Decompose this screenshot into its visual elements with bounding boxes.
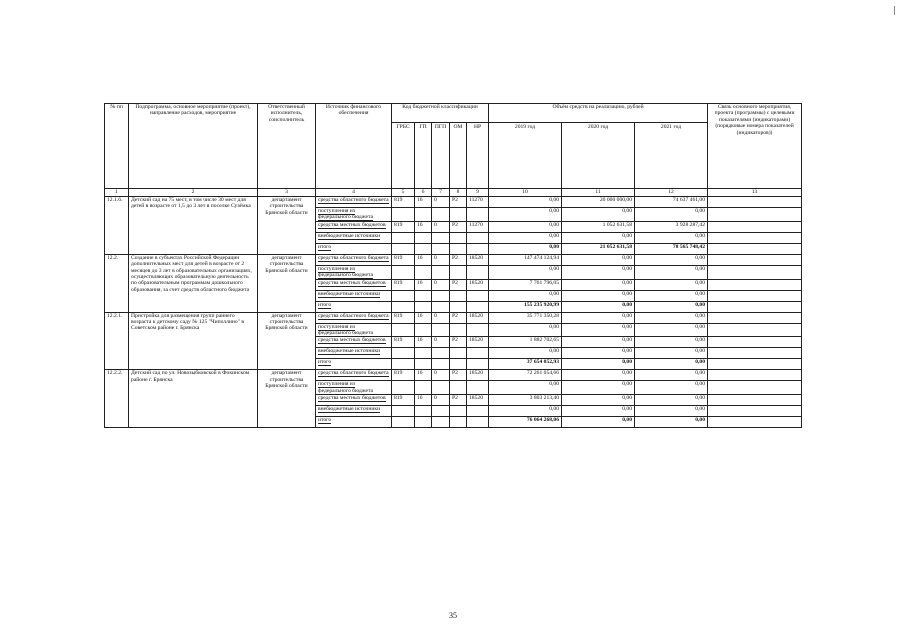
funding-source-label: итого	[318, 243, 332, 250]
code-om: Р2	[450, 197, 467, 208]
code-grbs: 819	[392, 197, 415, 208]
funding-source	[316, 337, 392, 348]
funding-source	[316, 417, 392, 428]
code-pgp	[432, 348, 450, 359]
code-om	[450, 381, 467, 395]
amount-y2019: 76 064 268,06	[489, 417, 562, 428]
header-pgp: ПГП	[432, 123, 450, 189]
code-om: Р2	[450, 312, 467, 323]
code-grbs: 819	[392, 395, 415, 406]
header-activity: Подпрограмма, основное мероприятие (проект), направление расходов, мероприятие	[129, 104, 258, 189]
amount-y2019: 35 771 350,28	[489, 312, 562, 323]
column-number: 6	[415, 189, 432, 197]
amount-y2021: 0,00	[635, 359, 708, 370]
code-np	[467, 301, 489, 312]
funding-source-label: средства местных бюджетов	[318, 221, 386, 228]
header-np: НР	[467, 123, 489, 189]
code-grbs	[392, 208, 415, 222]
code-pgp: 0	[432, 197, 450, 208]
funding-source	[316, 301, 392, 312]
code-pgp	[432, 406, 450, 417]
amount-y2020: 0,00	[562, 323, 635, 337]
indicator-link	[708, 243, 802, 254]
amount-y2021: 0,00	[635, 279, 708, 290]
funding-source-label: средства областного бюджета	[318, 254, 389, 261]
code-pgp	[432, 381, 450, 395]
amount-y2020: 0,00	[562, 265, 635, 279]
code-gp: 16	[415, 254, 432, 265]
header-om: ОМ	[450, 123, 467, 189]
funding-source	[316, 312, 392, 323]
amount-y2019: 0,00	[489, 221, 562, 232]
amount-y2020: 0,00	[562, 279, 635, 290]
amount-y2021: 3 928 287,42	[635, 221, 708, 232]
header-source: Источник финансового обеспечения	[316, 104, 392, 189]
code-om	[450, 208, 467, 222]
column-number: 4	[316, 189, 392, 197]
code-om	[450, 406, 467, 417]
amount-y2021: 0,00	[635, 265, 708, 279]
funding-source-label: итого	[318, 417, 332, 424]
table-row	[105, 312, 802, 323]
code-grbs: 819	[392, 279, 415, 290]
amount-y2020: 0,00	[562, 254, 635, 265]
code-pgp: 0	[432, 370, 450, 381]
amount-y2019: 0,00	[489, 348, 562, 359]
code-pgp	[432, 243, 450, 254]
code-grbs: 819	[392, 221, 415, 232]
column-number: 13	[708, 189, 802, 197]
indicator-link	[708, 312, 802, 323]
code-pgp	[432, 301, 450, 312]
code-grbs	[392, 359, 415, 370]
code-gp: 16	[415, 279, 432, 290]
code-om: Р2	[450, 395, 467, 406]
code-gp	[415, 290, 432, 301]
code-grbs	[392, 348, 415, 359]
code-grbs	[392, 265, 415, 279]
column-number: 2	[129, 189, 258, 197]
header-gp: ГП	[415, 123, 432, 189]
funding-source-label: внебюджетные источники	[318, 348, 381, 355]
column-number: 12	[635, 189, 708, 197]
column-number: 10	[489, 189, 562, 197]
funding-source-label: поступления из федерального бюджета	[318, 381, 374, 394]
code-np	[467, 417, 489, 428]
code-pgp	[432, 232, 450, 243]
funding-source-label: средства областного бюджета	[318, 370, 389, 377]
funding-source	[316, 254, 392, 265]
code-gp	[415, 301, 432, 312]
indicator-link	[708, 221, 802, 232]
amount-y2019: 147 474 124,94	[489, 254, 562, 265]
header-no: № пп	[105, 104, 129, 189]
amount-y2020: 0,00	[562, 381, 635, 395]
amount-y2021: 74 637 461,00	[635, 197, 708, 208]
code-om	[450, 323, 467, 337]
code-om	[450, 243, 467, 254]
code-pgp: 0	[432, 279, 450, 290]
indicator-link	[708, 290, 802, 301]
activity-name: Детский сад по ул. Новозыбковской в Фокинском районе г. Брянска	[129, 370, 258, 428]
funding-source	[316, 381, 392, 395]
code-om	[450, 265, 467, 279]
column-number-row	[105, 189, 802, 197]
funding-source	[316, 265, 392, 279]
activity-name: Создание в субъектах Российской Федерации дополнительных мест для детей в возрасте от 2 месяцев до 3 лет в образовательных организациях, осуществляющих образовательную деятельность по образовательным программам дошкольного образования, за счет средств областного бюджета	[129, 254, 258, 312]
code-pgp: 0	[432, 395, 450, 406]
code-om: Р2	[450, 254, 467, 265]
amount-y2021: 0,00	[635, 323, 708, 337]
code-np: 18520	[467, 254, 489, 265]
code-gp	[415, 417, 432, 428]
column-number: 3	[258, 189, 316, 197]
code-np	[467, 406, 489, 417]
amount-y2020: 0,00	[562, 337, 635, 348]
code-gp: 16	[415, 197, 432, 208]
code-np: 18520	[467, 279, 489, 290]
amount-y2021: 78 565 748,42	[635, 243, 708, 254]
executor: департамент строительства Брянской области	[258, 312, 316, 370]
funding-source	[316, 359, 392, 370]
code-pgp	[432, 359, 450, 370]
amount-y2019: 0,00	[489, 232, 562, 243]
funding-source	[316, 197, 392, 208]
indicator-link	[708, 265, 802, 279]
row-number: 12.2.	[105, 254, 129, 312]
code-om	[450, 290, 467, 301]
funding-source-label: средства областного бюджета	[318, 197, 389, 203]
amount-y2021: 0,00	[635, 406, 708, 417]
code-gp	[415, 406, 432, 417]
funding-source-label: средства местных бюджетов	[318, 395, 386, 402]
funding-source-label: поступления из федерального бюджета	[318, 208, 374, 221]
amount-y2020: 20 000 000,00	[562, 197, 635, 208]
amount-y2019: 0,00	[489, 381, 562, 395]
amount-y2021: 0,00	[635, 417, 708, 428]
funding-source	[316, 243, 392, 254]
indicator-link	[708, 395, 802, 406]
code-om: Р2	[450, 337, 467, 348]
code-grbs: 819	[392, 312, 415, 323]
code-om: Р2	[450, 370, 467, 381]
code-pgp: 0	[432, 221, 450, 232]
table-row	[105, 254, 802, 265]
amount-y2019: 0,00	[489, 265, 562, 279]
amount-y2021: 0,00	[635, 312, 708, 323]
funding-source	[316, 370, 392, 381]
header-grbs: ГРБС	[392, 123, 415, 189]
amount-y2021: 0,00	[635, 370, 708, 381]
indicator-link	[708, 381, 802, 395]
amount-y2019: 72 261 054,66	[489, 370, 562, 381]
amount-y2019: 155 235 920,99	[489, 301, 562, 312]
amount-y2020: 0,00	[562, 312, 635, 323]
code-gp: 16	[415, 221, 432, 232]
code-gp	[415, 348, 432, 359]
amount-y2021: 0,00	[635, 381, 708, 395]
funding-source	[316, 279, 392, 290]
code-np: 18520	[467, 395, 489, 406]
amount-y2021: 0,00	[635, 290, 708, 301]
page-number: 35	[449, 611, 457, 620]
indicator-link	[708, 406, 802, 417]
executor: департамент строительства Брянской области	[258, 254, 316, 312]
funding-source	[316, 290, 392, 301]
funding-source	[316, 221, 392, 232]
amount-y2019: 0,00	[489, 290, 562, 301]
code-np	[467, 359, 489, 370]
header-volume: Объём средств на реализацию, рублей	[489, 104, 708, 123]
amount-y2020: 0,00	[562, 395, 635, 406]
code-grbs	[392, 301, 415, 312]
code-grbs	[392, 290, 415, 301]
funding-source	[316, 323, 392, 337]
table-row	[105, 197, 802, 208]
column-number: 1	[105, 189, 129, 197]
amount-y2020: 0,00	[562, 232, 635, 243]
indicator-link	[708, 301, 802, 312]
amount-y2019: 0,00	[489, 243, 562, 254]
code-gp	[415, 208, 432, 222]
column-number: 7	[432, 189, 450, 197]
funding-source-label: внебюджетные источники	[318, 290, 381, 297]
column-number: 8	[450, 189, 467, 197]
code-grbs	[392, 406, 415, 417]
indicator-link	[708, 279, 802, 290]
code-grbs: 819	[392, 370, 415, 381]
scan-edge-mark	[894, 6, 895, 15]
funding-source	[316, 208, 392, 222]
code-pgp	[432, 265, 450, 279]
indicator-link	[708, 208, 802, 222]
code-np	[467, 243, 489, 254]
code-om	[450, 417, 467, 428]
code-np	[467, 232, 489, 243]
code-gp: 16	[415, 312, 432, 323]
code-grbs	[392, 323, 415, 337]
code-gp: 16	[415, 337, 432, 348]
header-year-2020: 2020 год	[562, 123, 635, 189]
code-om	[450, 359, 467, 370]
row-number: 12.2.2.	[105, 370, 129, 428]
code-om	[450, 301, 467, 312]
amount-y2019: 37 654 052,93	[489, 359, 562, 370]
header-year-2019: 2019 год	[489, 123, 562, 189]
code-pgp: 0	[432, 337, 450, 348]
funding-source	[316, 395, 392, 406]
amount-y2020: 21 052 631,58	[562, 243, 635, 254]
funding-source-label: итого	[318, 301, 332, 308]
code-grbs	[392, 417, 415, 428]
amount-y2021: 0,00	[635, 395, 708, 406]
executor: департамент строительства Брянской области	[258, 197, 316, 255]
code-np	[467, 290, 489, 301]
amount-y2019: 0,00	[489, 208, 562, 222]
code-gp	[415, 359, 432, 370]
amount-y2020: 0,00	[562, 348, 635, 359]
code-gp	[415, 381, 432, 395]
header-link: Связь основного мероприятия, проекта (программы) с целевыми показателями (индикаторами) (порядковые номера показателей (индикаторов))	[708, 104, 802, 189]
amount-y2020: 0,00	[562, 301, 635, 312]
column-number: 9	[467, 189, 489, 197]
indicator-link	[708, 337, 802, 348]
amount-y2021: 0,00	[635, 208, 708, 222]
funding-source	[316, 232, 392, 243]
indicator-link	[708, 359, 802, 370]
code-pgp	[432, 417, 450, 428]
row-number: 12.2.1.	[105, 312, 129, 370]
amount-y2020: 0,00	[562, 290, 635, 301]
amount-y2021: 0,00	[635, 337, 708, 348]
amount-y2020: 0,00	[562, 208, 635, 222]
indicator-link	[708, 232, 802, 243]
activity-name: Детский сад на 75 мест, в том числе 30 мест для детей в возрасте от 1,5 до 3 лет в поселке Сузёмка	[129, 197, 258, 255]
amount-y2020: 0,00	[562, 359, 635, 370]
amount-y2019: 1 882 702,65	[489, 337, 562, 348]
amount-y2021: 0,00	[635, 348, 708, 359]
executor: департамент строительства Брянской области	[258, 370, 316, 428]
code-gp: 16	[415, 395, 432, 406]
amount-y2019: 7 761 796,05	[489, 279, 562, 290]
activity-name: Пристройка для размещения групп раннего возраста к детскому саду № 125 "Чиполлино" в Советском районе г. Брянска	[129, 312, 258, 370]
amount-y2021: 0,00	[635, 301, 708, 312]
column-number: 5	[392, 189, 415, 197]
budget-table	[104, 103, 802, 428]
funding-source-label: средства областного бюджета	[318, 312, 389, 319]
amount-y2021: 0,00	[635, 232, 708, 243]
code-gp	[415, 243, 432, 254]
code-np	[467, 265, 489, 279]
indicator-link	[708, 197, 802, 208]
indicator-link	[708, 370, 802, 381]
amount-y2019: 0,00	[489, 197, 562, 208]
funding-source-label: внебюджетные источники	[318, 406, 381, 413]
amount-y2019: 0,00	[489, 323, 562, 337]
funding-source	[316, 348, 392, 359]
code-gp	[415, 232, 432, 243]
code-gp	[415, 265, 432, 279]
code-np: 18520	[467, 370, 489, 381]
amount-y2020: 0,00	[562, 370, 635, 381]
funding-source-label: поступления из федерального бюджета	[318, 323, 374, 337]
header-executor: Ответственный исполнитель, соисполнитель	[258, 104, 316, 189]
amount-y2019: 3 803 213,40	[489, 395, 562, 406]
code-om	[450, 232, 467, 243]
code-gp	[415, 323, 432, 337]
table-row	[105, 370, 802, 381]
code-om	[450, 348, 467, 359]
code-pgp	[432, 290, 450, 301]
table-body	[105, 189, 802, 428]
code-np	[467, 381, 489, 395]
code-pgp: 0	[432, 312, 450, 323]
indicator-link	[708, 323, 802, 337]
indicator-link	[708, 348, 802, 359]
code-np	[467, 348, 489, 359]
funding-source-label: внебюджетные источники	[318, 232, 381, 239]
header-year-2021: 2021 год	[635, 123, 708, 189]
header-budget-code: Код бюджетной классификации	[392, 104, 489, 123]
code-gp: 16	[415, 370, 432, 381]
code-np	[467, 208, 489, 222]
funding-source-label: средства местных бюджетов	[318, 337, 386, 344]
funding-source-label: итого	[318, 359, 332, 366]
column-number: 11	[562, 189, 635, 197]
code-np: 11270	[467, 221, 489, 232]
code-np	[467, 323, 489, 337]
code-grbs: 819	[392, 254, 415, 265]
funding-source-label: средства местных бюджетов	[318, 279, 386, 286]
code-np: 18520	[467, 337, 489, 348]
code-grbs	[392, 243, 415, 254]
code-np: 18520	[467, 312, 489, 323]
code-grbs: 819	[392, 337, 415, 348]
funding-source-label: поступления из федерального бюджета	[318, 265, 374, 279]
code-grbs	[392, 381, 415, 395]
code-grbs	[392, 232, 415, 243]
code-pgp: 0	[432, 254, 450, 265]
code-om: Р2	[450, 279, 467, 290]
amount-y2021: 0,00	[635, 254, 708, 265]
amount-y2020: 0,00	[562, 406, 635, 417]
row-number: 12.1.6.	[105, 197, 129, 255]
code-np: 11270	[467, 197, 489, 208]
amount-y2019: 0,00	[489, 406, 562, 417]
amount-y2020: 1 052 631,58	[562, 221, 635, 232]
amount-y2020: 0,00	[562, 417, 635, 428]
indicator-link	[708, 254, 802, 265]
funding-source	[316, 406, 392, 417]
code-pgp	[432, 323, 450, 337]
indicator-link	[708, 417, 802, 428]
code-pgp	[432, 208, 450, 222]
header-row-top	[105, 104, 802, 123]
code-om: Р2	[450, 221, 467, 232]
